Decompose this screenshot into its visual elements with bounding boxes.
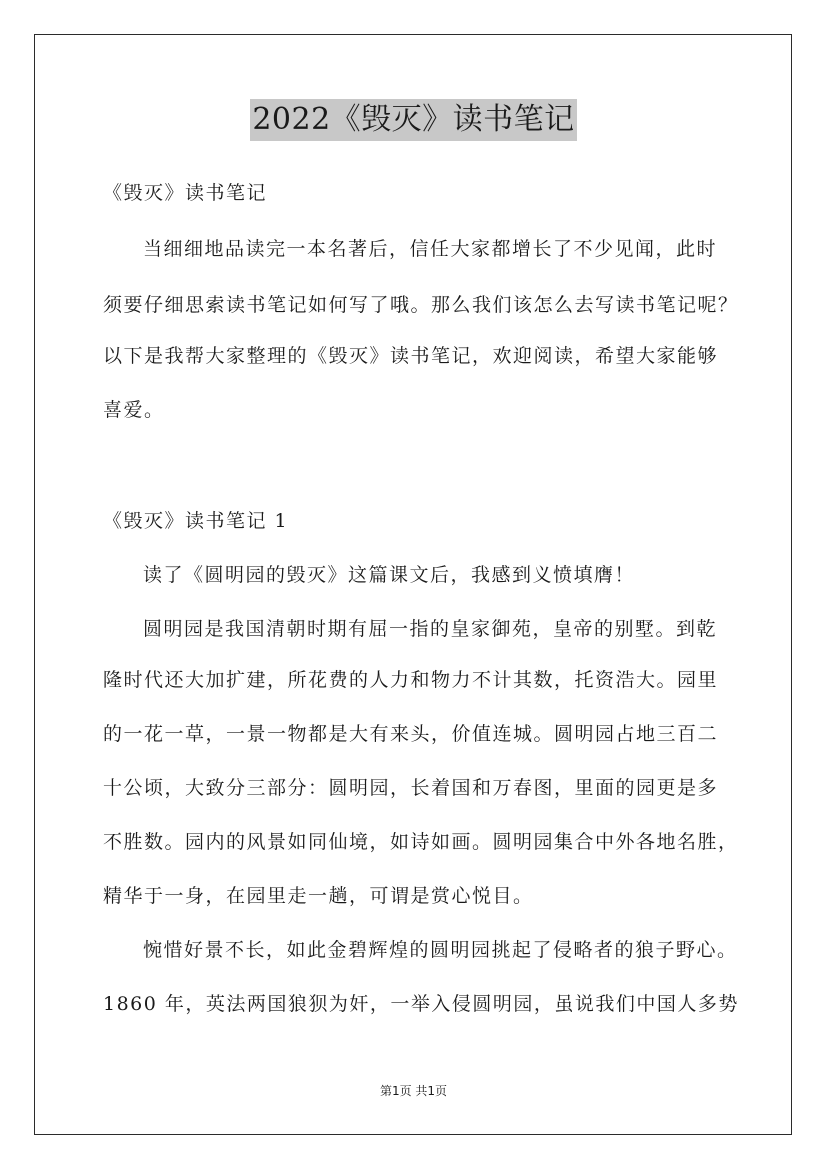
document-title: 2022《毁灭》读书笔记	[250, 99, 576, 141]
intro-line: 以下是我帮大家整理的《毁灭》读书笔记，欢迎阅读，希望大家能够	[103, 345, 719, 367]
section-heading: 《毁灭》读书笔记 1	[103, 510, 289, 532]
paragraph-line: 不胜数。园内的风景如同仙境，如诗如画。圆明园集合中外各地名胜，	[103, 831, 739, 853]
intro-line: 喜爱。	[103, 399, 165, 421]
intro-line: 当细细地品读完一本名著后，信任大家都增长了不少见闻，此时	[143, 238, 718, 260]
paragraph-line: 读了《圆明园的毁灭》这篇课文后，我感到义愤填膺！	[143, 564, 636, 586]
document-subtitle: 《毁灭》读书笔记	[103, 182, 268, 204]
paragraph-line: 惋惜好景不长，如此金碧辉煌的圆明园挑起了侵略者的狼子野心。	[143, 939, 738, 961]
paragraph-line: 精华于一身，在园里走一趟，可谓是赏心悦目。	[103, 885, 534, 907]
paragraph-line: 的一花一草，一景一物都是大有来头，价值连城。圆明园占地三百二	[103, 723, 719, 745]
page-number-footer: 第1页 共1页	[379, 1084, 448, 1098]
paragraph-line: 十公顷，大致分三部分：圆明园，长着国和万春图，里面的园更是多	[103, 777, 719, 799]
paragraph-line: 1860 年，英法两国狼狈为奸，一举入侵圆明园，虽说我们中国人多势	[103, 993, 739, 1015]
intro-line: 须要仔细思索读书笔记如何写了哦。那么我们该怎么去写读书笔记呢？	[103, 294, 739, 316]
title-container	[0, 99, 827, 141]
paragraph-line: 隆时代还大加扩建，所花费的人力和物力不计其数，托资浩大。园里	[103, 669, 719, 691]
paragraph-line: 圆明园是我国清朝时期有屈一指的皇家御苑，皇帝的别墅。到乾	[143, 618, 718, 640]
